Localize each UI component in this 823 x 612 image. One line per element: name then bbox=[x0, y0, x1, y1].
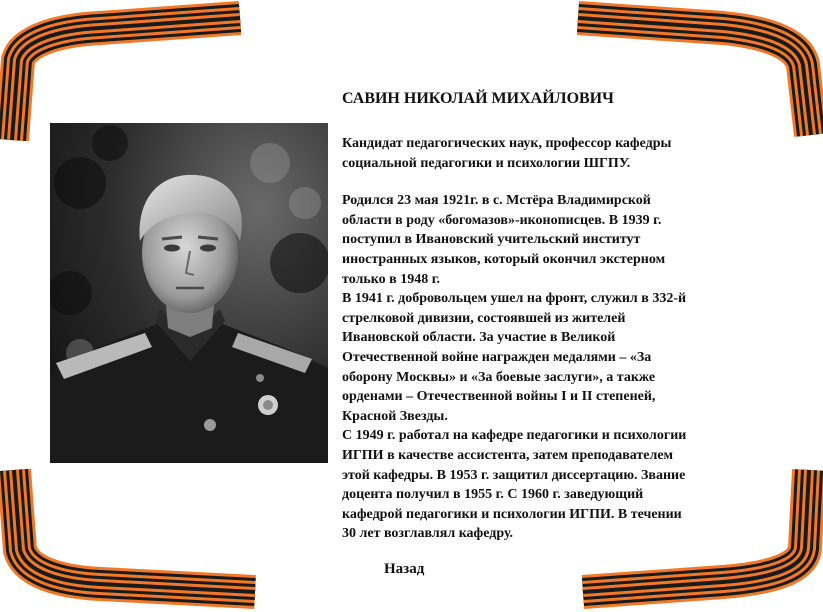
bio-line: только в 1948 г. bbox=[342, 271, 440, 287]
bio-line: В 1941 г. добровольцем ушел на фронт, служил в 332-й bbox=[342, 291, 687, 307]
bio-line: Родился 23 мая 1921г. в с. Мстёра Владимирской bbox=[342, 193, 651, 209]
title-line: социальной педагогики и психологии ШГПУ. bbox=[342, 155, 631, 171]
back-link[interactable]: Назад bbox=[384, 561, 425, 577]
bio-line: Ивановской области. За участие в Великой bbox=[342, 330, 616, 346]
bio-line: этой кафедры. В 1953 г. защитил диссертацию. Звание bbox=[342, 467, 686, 483]
title-line: Кандидат педагогических наук, профессор кафедры bbox=[342, 136, 672, 151]
bio-line: 30 лет возглавлял кафедру. bbox=[342, 526, 514, 542]
bio-line: доцента получил в 1955 г. С 1960 г. заведующий bbox=[342, 487, 644, 503]
ribbon-top-right bbox=[563, 0, 823, 150]
bio-line: оборону Москвы» и «За боевые заслуги», а также bbox=[342, 369, 656, 385]
bio-line: стрелковой дивизии, состоявшей из жителей bbox=[342, 310, 626, 326]
bio-line: орденами – Отечественной войны I и II степеней, bbox=[342, 389, 656, 405]
person-name-heading: САВИН НИКОЛАЙ МИХАЙЛОВИЧ bbox=[342, 90, 614, 107]
bio-line: кафедрой педагогики и психологии ИГПИ. В течении bbox=[342, 506, 682, 522]
bio-line: поступил в Ивановский учительский институт bbox=[342, 232, 641, 248]
bio-line: области в роду «богомазов»-иконописцев. В 1939 г. bbox=[342, 212, 662, 228]
bio-line: ИГПИ в качестве ассистента, затем преподавателем bbox=[342, 447, 674, 463]
bio-line: С 1949 г. работал на кафедре педагогики и психологии bbox=[342, 428, 687, 444]
ribbon-bottom-left bbox=[0, 460, 270, 612]
paragraph-gap bbox=[342, 173, 752, 191]
academic-title bbox=[342, 134, 752, 173]
bio-line: Красной Звезды. bbox=[342, 408, 448, 424]
bio-line: иностранных языков, который окончил экстерном bbox=[342, 251, 666, 267]
portrait-photo bbox=[50, 123, 328, 463]
biography-paragraph bbox=[342, 191, 752, 544]
biography-text bbox=[342, 134, 752, 544]
bio-line: Отечественной войне награжден медалями – «За bbox=[342, 349, 652, 365]
